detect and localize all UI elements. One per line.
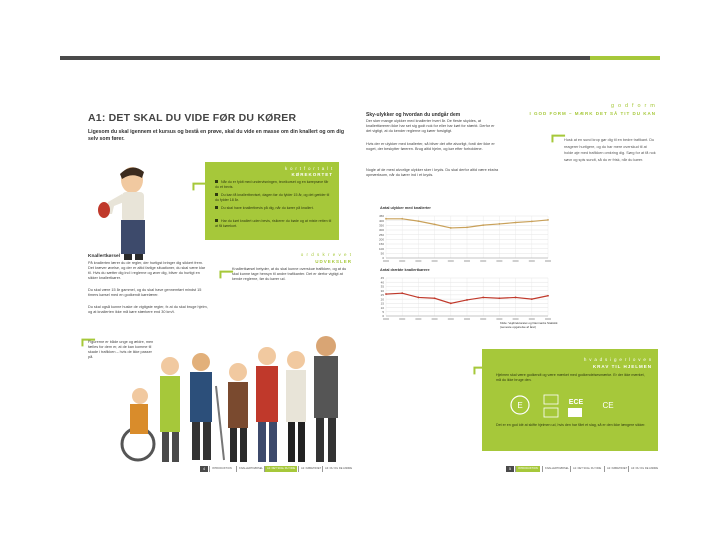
bracket-mark: ⌐: [191, 168, 208, 199]
data-point: [434, 224, 436, 226]
footer-nav-left: [200, 466, 360, 472]
bracket-mark: ⌐: [550, 120, 567, 151]
x-tick-label: [496, 260, 502, 262]
page-number: 5: [506, 466, 514, 472]
x-tick-label: [383, 260, 389, 262]
callout-text: Husk at en sund krop gør dig til en bedre trafikant. Du reagerer hurtigere, og du har mere overskud til at holde øje med trafikken omkring dig. Sørg for at få nok søvn og spis sundt, så du er frisk, når du kører.: [564, 138, 656, 163]
data-point: [401, 218, 403, 220]
x-tick-label: [464, 318, 470, 320]
x-tick-label: [399, 260, 405, 262]
footer-tab[interactable]: A3: DU OG DE ANDRE: [322, 466, 354, 472]
chart-title: Antal ulykker med knallerter: [380, 206, 431, 210]
data-point: [531, 298, 533, 300]
chart-title: Antal dræbte knallertkørere: [380, 268, 430, 272]
y-tick-label: 250: [378, 232, 384, 237]
x-tick-label: [480, 318, 486, 320]
body-text: På knallerten lærer du de regler, der hurtigst bringer dig sikkert frem. Det kræver øvelse, og der er altid farlige situationer, du skal være klar til. Hvis du sætter dig ind i reglerne og øver dig, bliver du hurtigt en sikker knallertkører.: [88, 261, 206, 280]
data-point: [418, 220, 420, 222]
callout-text: Hjelmen skal være godkendt og være mærket med godkendelsesmærke. Er der ikke mærket, må du ikke bruge den.: [496, 373, 645, 382]
y-tick-label: 35: [380, 284, 384, 289]
x-tick-label: [432, 318, 438, 320]
callout-item: Du skal have knallertbevis på dig, når du kører på knallert.: [215, 206, 333, 211]
top-rule: [60, 56, 660, 60]
data-point: [547, 295, 549, 297]
x-tick-label: [415, 318, 421, 320]
y-tick-label: 0: [382, 314, 384, 319]
body-text: Du skal også kunne huske de vigtigste regler, fx at du skal bruge hjelm, og at knallerten ikke må køre stærkere end 30 km/t.: [88, 305, 208, 314]
callout-text: Det er en god idé at skifte hjelmen ud, hvis den har fået et slag, så er den ikke længere sikker.: [496, 423, 646, 427]
data-point: [401, 292, 403, 294]
callout-label: o r d s k r e v e t: [300, 252, 352, 257]
footer-tab[interactable]: KNALLERTKØRSEL: [542, 466, 571, 472]
bracket-mark: ⌐: [80, 324, 97, 355]
y-tick-label: 450: [378, 214, 384, 219]
data-point: [499, 223, 501, 225]
y-tick-label: 15: [380, 301, 384, 306]
page-title: A1: DET SKAL DU VIDE FØR DU KØRER: [88, 112, 297, 124]
data-point: [466, 226, 468, 228]
section-heading: Sky-ulykker og hvordan du undgår dem: [366, 112, 461, 118]
x-tick-label: [399, 318, 405, 320]
y-tick-label: 50: [380, 251, 384, 256]
data-point: [515, 297, 517, 299]
footer-tab[interactable]: KNALLERTKØRSEL: [236, 466, 265, 472]
page-number: 4: [200, 466, 208, 472]
data-point: [547, 219, 549, 221]
callout-label: k o r t f o r t a l t: [284, 166, 333, 171]
x-tick-label: [496, 318, 502, 320]
y-tick-label: 150: [378, 242, 384, 247]
callout-label: g o d f o r m: [611, 103, 656, 109]
x-tick-label: [480, 260, 486, 262]
data-point: [499, 297, 501, 299]
line-chart-accidents: [366, 212, 556, 266]
callout-item: Har du kørt knallert uden bevis, risikerer du bøde og at miste retten til at få kørekort.: [215, 219, 332, 228]
body-text: Du skal være 15 år gammel, og du skal have gennemført mindst 15 timers kørsel med en godkendt kørelærer.: [88, 288, 202, 297]
data-point: [531, 221, 533, 223]
footer-tab[interactable]: INTRODUKTION: [209, 466, 234, 472]
callout-text: Knallertkørsel betyder, at du skal kunne overskue trafikken, og at du skal kunne tage hensyn til andre trafikanter. Det er derfor vigtigt at kende reglerne, før du kører ud.: [232, 267, 347, 281]
body-text: Nogle af de mest alvorlige ulykker sker i kryds. Du skal derfor altid være ekstra opmærksom, når du kører ind i et kryds.: [366, 168, 499, 177]
x-tick-label: [383, 318, 389, 320]
y-tick-label: 300: [378, 228, 384, 233]
callout-item: Når du er fyldt med undervisningen, teorikurset og en køreprøve får du et bevis.: [215, 180, 329, 189]
y-tick-label: 30: [380, 288, 384, 293]
y-tick-label: 200: [378, 237, 384, 242]
y-tick-label: 5: [382, 309, 384, 314]
y-tick-label: 400: [378, 218, 384, 223]
callout-koerekortet: [205, 162, 339, 240]
callout-subtitle: I GOD FORM – MÆRK DET SÅ TIT DU KAN: [529, 111, 656, 116]
data-point: [482, 224, 484, 226]
top-rule-accent: [590, 56, 660, 60]
data-point: [450, 227, 452, 229]
section-heading: Knallertkørsel: [88, 254, 120, 259]
callout-helmet: [482, 349, 658, 451]
helmet-icon: [544, 395, 558, 404]
y-tick-label: 25: [380, 293, 384, 298]
x-tick-label: [545, 318, 551, 320]
callout-item: Du kan få knallertbeviset, dagen før du fylder 15 år, og det gælder til du fylder 18 år.: [215, 193, 330, 202]
man-illustration: [86, 162, 166, 262]
x-tick-label: [529, 260, 535, 262]
callout-subtitle: UDVEKSLER: [315, 259, 352, 264]
sun-icon: [544, 408, 558, 417]
body-text: Der sker mange ulykker med knallerter hvert år. De fleste skyldes, at knallertføreren ikke har set sig godt nok for eller har kørt for stærkt. Derfor er det vigtigt, at du kender reglerne og kører forsigtigt.: [366, 119, 495, 133]
callout-subtitle: KØREKORTET: [291, 172, 333, 177]
x-tick-label: [415, 260, 421, 262]
y-tick-label: 350: [378, 223, 384, 228]
data-point: [434, 297, 436, 299]
people-illustration: [120, 326, 360, 466]
x-tick-label: [513, 318, 519, 320]
data-point: [482, 297, 484, 299]
footer-tab[interactable]: INTRODUKTION: [515, 466, 540, 472]
data-point: [418, 297, 420, 299]
figure-caption: Figurerne er både unge og ældre, men fælles for dem er, at de kan komme til skade i trafikken – hvis de ikke passer på.: [88, 340, 154, 359]
y-tick-label: 10: [380, 305, 384, 310]
data-point: [385, 293, 387, 295]
body-text: Hvis der er ulykker med knallerter, så bliver det ofte alvorligt, fordi der ikke er noget, der beskytter føreren. Brug altid hjelm, og kør efter forholdene.: [366, 142, 495, 151]
data-point: [450, 302, 452, 304]
svg-text:CE: CE: [602, 401, 614, 410]
chart-source-note: Kilde: Vejdirektoratet og Danmarks Statistik (seneste opgørelse af året): [500, 321, 558, 329]
y-tick-label: 45: [380, 276, 384, 281]
y-tick-label: 0: [382, 256, 384, 261]
y-tick-label: 40: [380, 280, 384, 285]
x-tick-label: [464, 260, 470, 262]
data-point: [385, 218, 387, 220]
x-tick-label: [432, 260, 438, 262]
bracket-mark: ⌐: [218, 256, 235, 287]
line-chart-deaths: [366, 274, 556, 324]
svg-text:ECE: ECE: [568, 399, 584, 406]
approval-marks: [508, 393, 632, 421]
y-tick-label: 100: [378, 246, 384, 251]
footer-nav-right: [506, 466, 666, 472]
data-point: [466, 299, 468, 301]
grid-icon: [568, 408, 582, 417]
footer-tab[interactable]: A3: DU OG DE ANDRE: [628, 466, 660, 472]
svg-text:E: E: [517, 401, 523, 410]
y-tick-label: 20: [380, 297, 384, 302]
footer-tab[interactable]: A2: KØRETØJET: [298, 466, 323, 472]
footer-tab[interactable]: A1: DET SKAL DU VIDE: [264, 466, 297, 472]
footer-tab[interactable]: A2: KØRETØJET: [604, 466, 629, 472]
x-tick-label: [529, 318, 535, 320]
x-tick-label: [513, 260, 519, 262]
footer-tab[interactable]: A1: DET SKAL DU VIDE: [570, 466, 603, 472]
data-point: [515, 222, 517, 224]
bracket-mark: ⌐: [472, 352, 489, 383]
callout-subtitle: KRAV TIL HJELMEN: [592, 364, 652, 369]
x-tick-label: [545, 260, 551, 262]
x-tick-label: [448, 318, 454, 320]
intro-text: Ligesom du skal igennem et kursus og bestå en prøve, skal du vide en masse om din knallert og om dig selv som fører.: [88, 129, 344, 143]
callout-label: h v a d s i g e r l o v e n: [583, 357, 652, 362]
x-tick-label: [448, 260, 454, 262]
